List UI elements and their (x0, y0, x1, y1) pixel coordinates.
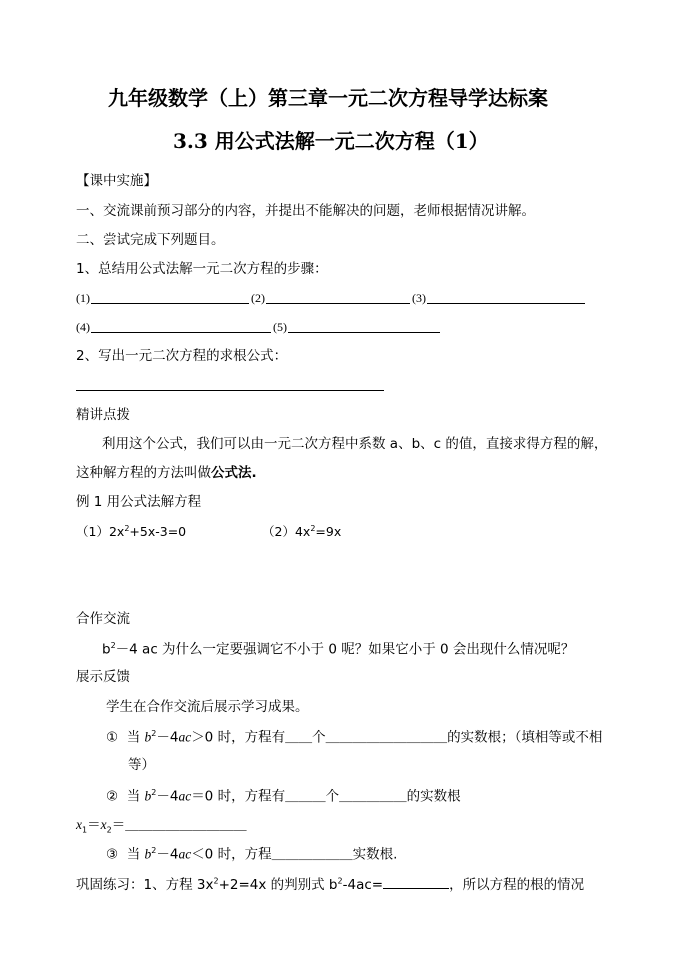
eq-part: =9x (315, 524, 342, 540)
subscript: 1 (82, 825, 88, 835)
item-2: 二、尝试完成下列题目。 (76, 232, 225, 248)
eq-part: （2）4x (262, 524, 311, 540)
formula-blank[interactable] (76, 390, 384, 391)
discriminant-blank[interactable] (383, 877, 449, 889)
step-1-blank[interactable] (91, 303, 249, 304)
step-5-blank[interactable] (288, 332, 440, 333)
exponent: 2 (151, 729, 157, 738)
example-heading: 例 1 用公式法解方程 (76, 494, 202, 510)
ac-symbol: ac (178, 788, 192, 804)
case-1-continuation: 等） (128, 757, 155, 773)
exponent: 2 (337, 876, 343, 886)
answer-blank[interactable]: ＝＿＿＿＿＿＿＿＿＿ (111, 817, 247, 833)
roots-equal-line (76, 818, 247, 835)
exponent: 2 (310, 524, 316, 533)
question-2: 2、写出一元二次方程的求根公式： (76, 348, 288, 364)
x-symbol: x (100, 817, 107, 832)
equals: ＝ (87, 817, 101, 833)
step-4-blank[interactable] (91, 332, 271, 333)
ac-symbol: ac (178, 846, 192, 862)
example-problem-2 (262, 525, 341, 539)
example-problem-1 (76, 525, 186, 539)
case-number: ② (106, 788, 119, 805)
question-text: －4 ac 为什么一定要强调它不小于 0 呢？如果它小于 0 会出现什么情况呢？ (115, 641, 575, 658)
period: . (251, 465, 257, 481)
section-header: 【课中实施】 (76, 173, 157, 189)
exercise-text: ，所以方程的根的情况 (449, 877, 585, 893)
hezuo-heading: 合作交流 (76, 611, 130, 627)
document-title: 九年级数学（上）第三章一元二次方程导学达标案 (108, 86, 548, 110)
step-3-blank[interactable] (427, 303, 585, 304)
step-2-label: (2) (251, 291, 265, 305)
b-symbol: b (144, 729, 152, 745)
ac-symbol: ac (178, 729, 192, 745)
case-text: －4 (156, 788, 179, 805)
b-symbol: b (102, 641, 111, 658)
case-3 (106, 847, 397, 862)
jingjiang-paragraph-line1: 利用这个公式，我们可以由一元二次方程中系数 a、b、c 的值，直接求得方程的解， (102, 436, 608, 452)
exercise-text: +2=4x 的判别式 b (218, 877, 338, 893)
case-text: 当 (126, 846, 141, 863)
step-1-label: (1) (76, 291, 90, 305)
case-text: ＞0 时，方程有＿＿个＿＿＿＿＿＿＿＿＿的实数根；（填相等或不相 (191, 729, 603, 746)
lesson-title: 3.3 用公式法解一元二次方程（1） (173, 129, 489, 153)
formula-method-term: 公式法 (211, 465, 252, 481)
zhanshi-intro: 学生在合作交流后展示学习成果。 (106, 699, 309, 715)
jingjiang-paragraph-line2 (76, 467, 257, 481)
case-text: 当 (126, 729, 141, 746)
case-2 (106, 789, 461, 804)
hezuo-question (102, 642, 574, 657)
step-5-label: (5) (273, 320, 287, 334)
case-1 (106, 730, 602, 745)
exponent: 2 (151, 846, 157, 855)
case-text: －4 (156, 729, 179, 746)
case-text: －4 (156, 846, 179, 863)
gonggu-exercise (76, 877, 584, 893)
subscript: 2 (106, 825, 112, 835)
exponent: 2 (110, 641, 116, 650)
b-symbol: b (144, 788, 152, 804)
exercise-text: 巩固练习：1、方程 3x (76, 877, 214, 893)
item-1: 一、交流课前预习部分的内容，并提出不能解决的问题，老师根据情况讲解。 (76, 203, 535, 219)
step-4-label: (4) (76, 320, 90, 334)
case-number: ① (106, 729, 119, 746)
eq-part: +5x-3=0 (129, 524, 187, 540)
question-1: 1、总结用公式法解一元二次方程的步骤： (76, 261, 328, 277)
jingjiang-heading: 精讲点拨 (76, 407, 130, 423)
zhanshi-heading: 展示反馈 (76, 669, 130, 685)
b-symbol: b (144, 846, 152, 862)
para-text: 这种解方程的方法叫做 (76, 465, 211, 481)
eq-part: （1）2x (76, 524, 125, 540)
case-text: 当 (126, 788, 141, 805)
exponent: 2 (151, 788, 157, 797)
step-3-label: (3) (412, 291, 426, 305)
step-2-blank[interactable] (266, 303, 410, 304)
case-number: ③ (106, 846, 119, 863)
exponent: 2 (213, 876, 219, 886)
x-symbol: x (76, 817, 82, 832)
case-text: ＝0 时，方程有＿＿＿个＿＿＿＿＿的实数根 (191, 788, 461, 805)
exercise-text: -4ac= (342, 877, 384, 893)
case-text: ＜0 时，方程＿＿＿＿＿＿实数根. (191, 846, 398, 863)
exponent: 2 (124, 524, 130, 533)
